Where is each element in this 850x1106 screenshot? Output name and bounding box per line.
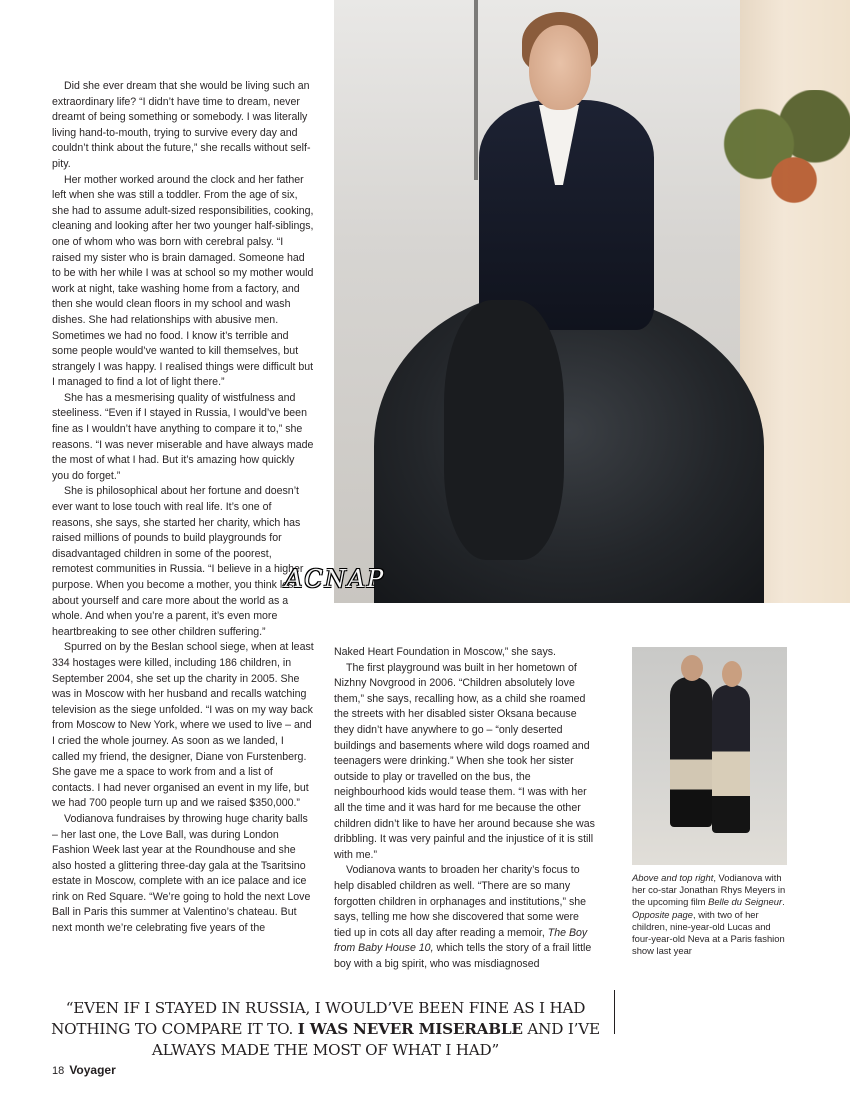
caption-lead: Opposite page xyxy=(632,908,693,920)
article-paragraph: The first playground was built in her hometown of Nizhny Novgrood in 2006. “Children absolutely love them,” she says, recalling how, as a child she roamed the streets with her disabled sister Oksana because they didn’t have anywhere to go – “only deserted buildings and basements where wild dogs roamed and teenagers were drinking.” When she took her sister outside to play or travelled on the bus, the neighbourhood kids would tease them. “I was with her all the time and it was hard for me because the other children didn’t like to have her around because she was dribbling. It was very painful and the injustice of it is still with me.” xyxy=(334,661,595,861)
hero-photo-rider-on-horse xyxy=(334,0,850,603)
caption-text: , with two of her children, nine-year-old Lucas and four-year-old Neva at a Paris fashion show last year xyxy=(632,908,785,957)
article-paragraph: Spurred on by the Beslan school siege, when at least 334 hostages were killed, including 186 children, in September 2004, she set up the charity in 2005. She was in Moscow with her husband and recalls watching television as the siege unfolded. “I was on my way back from Moscow to New York, where we used to live – and I cried the whole journey. As soon as we landed, I called my friend, the designer, Diane von Furstenberg. She gave me a space to work from and a list of contacts. I had never organised an event in my life, but we had 700 people turn up and we raised $350,000.” xyxy=(52,641,314,810)
pull-quote-rule xyxy=(614,990,615,1034)
article-paragraph: Did she ever dream that she would be living such an extraordinary life? “I didn’t have time to dream, never dreamt of being something or somebody. I was literally living hand-to-mouth, trying to survive every day and couldn’t think about the future,” she recalls without self-pity. xyxy=(52,80,311,170)
article-column-left xyxy=(52,79,314,937)
article-paragraph: Vodianova fundraises by throwing huge charity balls – her last one, the Love Ball, was during London Fashion Week last year at the Roundhouse and she also hosted a glittering three-day gala at the Tsaritsino estate in Moscow, complete with an ice palace and ice rink on Red Square. “We’re going to hold the next Love Ball in Paris this summer at Valentino’s chateau. But next month we’re celebrating five years of the xyxy=(52,812,311,935)
article-paragraph: Naked Heart Foundation in Moscow,” she says. xyxy=(334,646,556,658)
pull-quote xyxy=(38,998,613,1061)
caption-film-title: Belle du Seigneur xyxy=(708,896,783,908)
article-paragraph: Her mother worked around the clock and her father left when she was still a toddler. From the age of six, she had to assume adult-sized responsibilities, cooking, cleaning and looking after her two younger half-siblings, one of whom who was born with cerebral palsy. “I raised my sister who is brain damaged. Someone had to be with her while I was at school so my mother would work at night, take washing home from a factory, and then she would clean floors in my school and wash dishes. She had relationships with abusive men. Sometimes we had no food. I know it’s terrible and some people would’ve wanted to kill themselves, but strangely I was happy. I realised things were difficult but I managed to find a lot of light there.” xyxy=(52,173,314,389)
photo-caption xyxy=(632,872,792,957)
watermark-logo: ACNAP xyxy=(285,565,386,593)
article-paragraph xyxy=(334,863,596,972)
page-footer xyxy=(52,1063,116,1077)
article-paragraph: She is philosophical about her fortune and doesn’t ever want to lose touch with real life. It’s one of reasons, she says, she started her charity, which has raised millions of pounds to build playgrounds for disadvantaged children in some of the poorest, remotest communities in Russia. “I believe in a higher purpose. When you become a mother, you think less about yourself and care more about the world as a whole. And when you’re a parent, it’s even more heartbreaking to see other children suffering.” xyxy=(52,485,304,638)
photo-couple-walking xyxy=(632,647,787,865)
article-text: which tells the story of a frail little boy with a big spirit, who was misdiagnosed xyxy=(334,942,592,970)
caption-text: . xyxy=(782,896,785,908)
article-text: Vodianova wants to broaden her charity’s focus to help disabled children as well. “There are so many forgotten children in orphanages and institutions,” she says, telling me how she discovered that some were tied up in cots all day after reading a memoir, xyxy=(334,864,587,939)
page-number: 18 xyxy=(52,1065,65,1077)
article-column-middle xyxy=(334,645,596,972)
magazine-name: Voyager xyxy=(69,1063,116,1077)
book-title: The Boy from Baby House 10, xyxy=(334,926,588,955)
pull-quote-emphasis: I WAS NEVER MISERABLE xyxy=(297,1020,523,1038)
pull-quote-text: AND I’VE ALWAYS MADE THE MOST OF WHAT I HAD” xyxy=(151,1020,600,1059)
caption-text: , Vodianova with her co-star Jonathan Rhys Meyers in the upcoming film xyxy=(632,872,786,908)
pull-quote-text: “EVEN IF I STAYED IN RUSSIA, I WOULD’VE BEEN FINE AS I HAD NOTHING TO COMPARE IT TO. xyxy=(51,999,586,1038)
article-paragraph: She has a mesmerising quality of wistfulness and steeliness. “Even if I stayed in Russia, I would’ve been fine as I wouldn’t have anything to compare it to,” she reasons. “I was never miserable and have always made the most of what I had. But it’s amazing how quickly you do forget.” xyxy=(52,391,314,482)
caption-lead: Above and top right xyxy=(632,872,714,883)
